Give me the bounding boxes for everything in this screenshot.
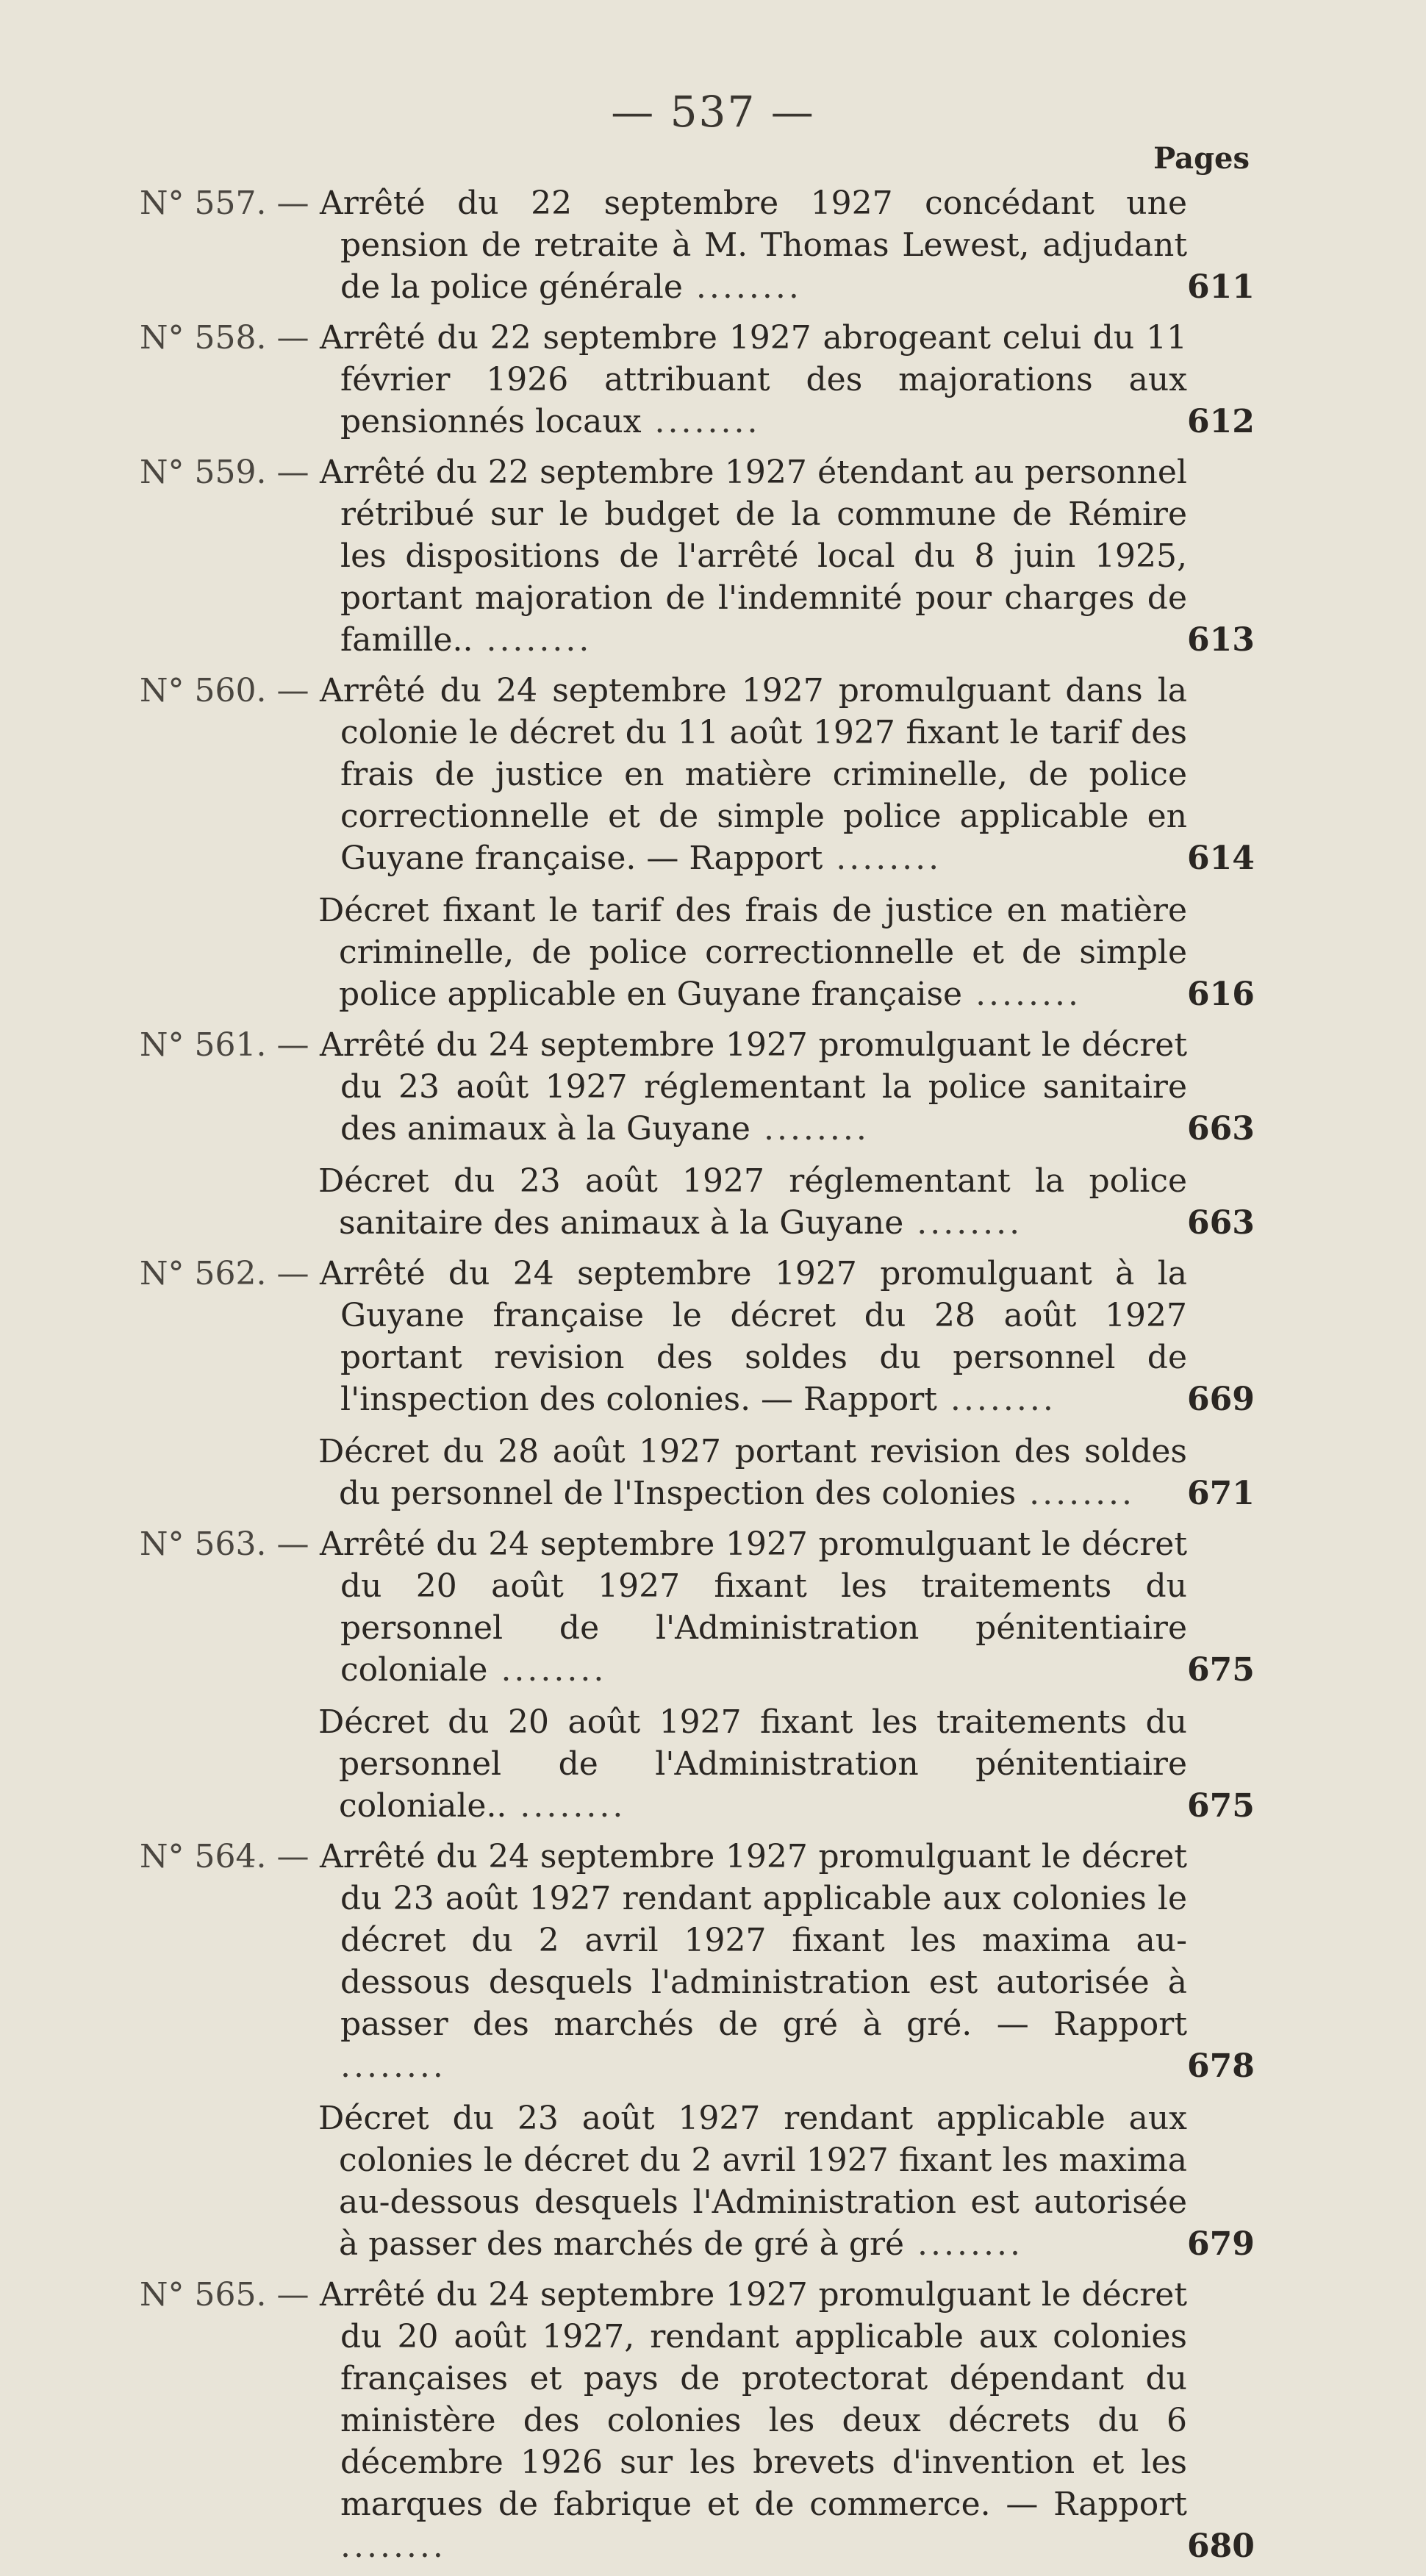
toc-entry (140, 317, 1253, 443)
leader-dots: ........ (750, 1110, 870, 1148)
arrete-line (140, 1253, 1253, 1420)
page-reference: 679 (1187, 2225, 1255, 2263)
arrete-line (140, 1523, 1253, 1691)
toc-entry (140, 2274, 1253, 2567)
entry-number: N° 559. — (140, 454, 309, 491)
entry-text: Arrêté du 22 septembre 1927 concédant une pension de retraite à M. Thomas Lewest, adjudant de la police générale ........ (320, 185, 1187, 306)
toc-entry (140, 451, 1253, 661)
page-reference: 663 (1187, 1110, 1255, 1148)
toc-entry (140, 1836, 1253, 2265)
decret-line (140, 1431, 1253, 1514)
page-reference: 663 (1187, 1204, 1255, 1242)
arrete-line (140, 182, 1253, 308)
entry-number: N° 558. — (140, 319, 309, 357)
entry-text: Décret du 23 août 1927 réglementant la police sanitaire des animaux à la Guyane ........ (318, 1162, 1187, 1242)
entry-number: N° 561. — (140, 1026, 309, 1064)
arrete-line (140, 1024, 1253, 1150)
entry-text: Arrêté du 24 septembre 1927 promulguant le décret du 20 août 1927 fixant les traitements du personnel de l'Administration pénitentiaire coloniale ........ (320, 1525, 1187, 1689)
page-reference: 675 (1187, 1787, 1255, 1825)
entry-number: N° 565. — (140, 2276, 309, 2314)
entry-text: Arrêté du 22 septembre 1927 abrogeant celui du 11 février 1926 attribuant des majorations aux pensionnés locaux ........ (320, 319, 1187, 440)
table-of-contents (140, 182, 1253, 2576)
toc-entry (140, 182, 1253, 308)
page-reference: 678 (1187, 2047, 1255, 2085)
entry-text: Arrêté du 22 septembre 1927 étendant au personnel rétribué sur le budget de la commune de Rémire les dispositions de l'arrêté local du 8 juin 1925, portant majoration de l'indemnité pour charges de famille.. ........ (320, 454, 1187, 659)
arrete-line (140, 1836, 1253, 2087)
decret-line (140, 2097, 1253, 2265)
entry-number: N° 564. — (140, 1838, 309, 1875)
entry-number: N° 557. — (140, 185, 309, 222)
toc-entry (140, 670, 1253, 1015)
decret-line (140, 1701, 1253, 1827)
leader-dots: ........ (823, 840, 942, 877)
entry-text: Décret fixant le tarif des frais de justice en matière criminelle, de police correctionnelle et de simple police applicable en Guyane française ........ (318, 892, 1187, 1013)
page-reference: 616 (1187, 976, 1255, 1013)
pages-column-header: Pages (1153, 141, 1250, 176)
toc-entry (140, 1024, 1253, 1244)
leader-dots: ........ (903, 1204, 1023, 1242)
leader-dots: ........ (641, 403, 761, 440)
page-reference: 675 (1187, 1651, 1255, 1689)
page-reference: 613 (1187, 621, 1255, 659)
entry-text: Arrêté du 24 septembre 1927 promulguant dans la colonie le décret du 11 août 1927 fixant le tarif des frais de justice en matière criminelle, de police correctionnelle et de simple police applicable en Guyane française. — Rapport ........ (320, 672, 1187, 877)
leader-dots: ........ (340, 2047, 446, 2085)
entry-text: Arrêté du 24 septembre 1927 promulguant à la Guyane française le décret du 28 août 1927 portant revision des soldes du personnel de l'inspection des colonies. — Rapport ........ (320, 1255, 1187, 1418)
page-number: — 537 — (611, 87, 815, 137)
entry-text: Décret du 28 août 1927 portant revision des soldes du personnel de l'Inspection des colonies ........ (318, 1433, 1187, 1512)
leader-dots: ........ (1016, 1475, 1136, 1512)
entry-text: Arrêté du 24 septembre 1927 promulguant le décret du 20 août 1927, rendant applicable aux colonies françaises et pays de protectorat dépendant du ministère des colonies les deux décrets du 6 décembre 1926 sur les brevets d'invention et les marques de fabrique et de commerce. — Rapport ........ (320, 2276, 1187, 2565)
page-reference: 671 (1187, 1475, 1255, 1512)
entry-number: N° 563. — (140, 1525, 309, 1563)
page-reference: 669 (1187, 1381, 1255, 1418)
entry-number: N° 562. — (140, 1255, 309, 1292)
toc-entry (140, 1253, 1253, 1514)
leader-dots: ........ (473, 621, 592, 659)
arrete-line (140, 2274, 1253, 2567)
decret-line (140, 1160, 1253, 1244)
entry-text: Arrêté du 24 septembre 1927 promulguant le décret du 23 août 1927 rendant applicable aux colonies le décret du 2 avril 1927 fixant les maxima au-dessous desquels l'administration est autorisée à passer des marchés de gré à gré. — Rapport ........ (320, 1838, 1187, 2085)
page-reference: 611 (1187, 268, 1255, 306)
entry-text: Arrêté du 24 septembre 1927 promulguant le décret du 23 août 1927 réglementant la police sanitaire des animaux à la Guyane ........ (320, 1026, 1187, 1148)
leader-dots: ........ (904, 2225, 1023, 2263)
arrete-line (140, 670, 1253, 879)
leader-dots: ........ (936, 1381, 1056, 1418)
leader-dots: ........ (340, 2527, 446, 2565)
toc-entry (140, 1523, 1253, 1827)
entry-text: Décret du 20 août 1927 fixant les traitements du personnel de l'Administration pénitentiaire coloniale.. ........ (318, 1703, 1187, 1825)
decret-line (140, 890, 1253, 1015)
entry-text: Décret du 23 août 1927 rendant applicable aux colonies le décret du 2 avril 1927 fixant les maxima au-dessous desquels l'Administration est autorisée à passer des marchés de gré à gré ........ (318, 2100, 1187, 2263)
page-reference: 680 (1187, 2527, 1255, 2565)
leader-dots: ........ (487, 1651, 607, 1689)
leader-dots: ........ (962, 976, 1081, 1013)
leader-dots: ........ (682, 268, 802, 306)
entry-number: N° 560. — (140, 672, 309, 709)
arrete-line (140, 317, 1253, 443)
leader-dots: ........ (506, 1787, 626, 1825)
arrete-line (140, 451, 1253, 661)
page-reference: 614 (1187, 840, 1255, 877)
page-reference: 612 (1187, 403, 1255, 440)
